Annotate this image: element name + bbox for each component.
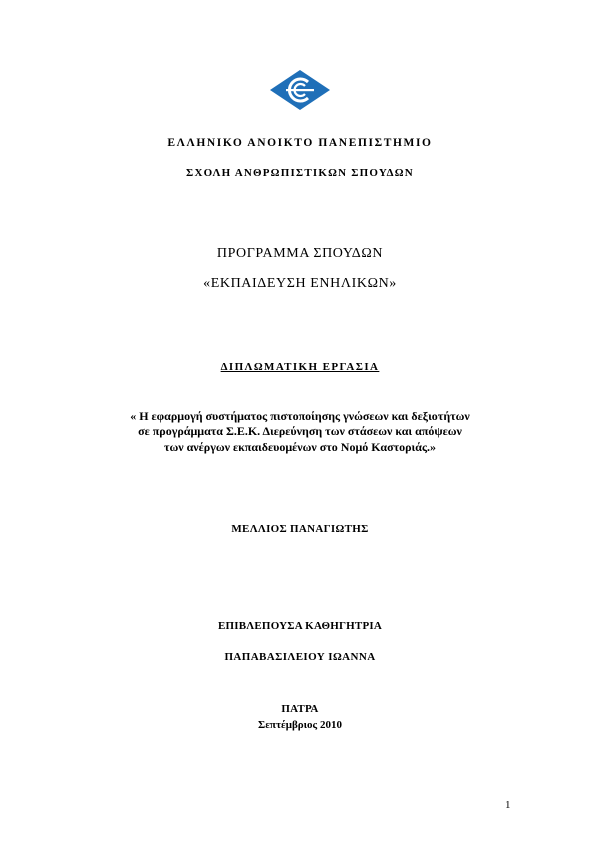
university-logo-icon bbox=[268, 68, 332, 112]
program-label: ΠΡΟΓΡΑΜΜΑ ΣΠΟΥΔΩΝ bbox=[216, 246, 384, 261]
program-name: «ΕΚΠΑΙΔΕΥΣΗ ΕΝΗΛΙΚΩΝ» bbox=[203, 276, 397, 291]
thesis-title-line-1: « Η εφαρμογή συστήματος πιστοποίησης γνώσεων και δεξιοτήτων bbox=[130, 409, 470, 423]
city: ΠΑΤΡΑ bbox=[281, 703, 319, 715]
school-name: ΣΧΟΛΗ ΑΝΘΡΩΠΙΣΤΙΚΩΝ ΣΠΟΥΔΩΝ bbox=[186, 167, 414, 179]
thesis-title-line-2: σε προγράμματα Σ.Ε.Κ. Διερεύνηση των στάσεων και απόψεων bbox=[138, 424, 462, 438]
page-number: 1 bbox=[505, 799, 511, 811]
supervisor-name: ΠΑΠΑΒΑΣΙΛΕΙΟΥ ΙΩΑΝΝΑ bbox=[224, 651, 376, 663]
thesis-title-line-3: των ανέργων εκπαιδευομένων στο Νομό Καστοριάς.» bbox=[163, 440, 437, 454]
author-name: ΜΕΛΛΙΟΣ ΠΑΝΑΓΙΩΤΗΣ bbox=[231, 523, 369, 535]
date: Σεπτέμβριος 2010 bbox=[258, 719, 342, 731]
university-name: ΕΛΛΗΝΙΚΟ ΑΝΟΙΚΤΟ ΠΑΝΕΠΙΣΤΗΜΙΟ bbox=[167, 137, 433, 149]
thesis-type: ΔΙΠΛΩΜΑΤΙΚΗ ΕΡΓΑΣΙΑ bbox=[220, 361, 380, 373]
supervisor-label: ΕΠΙΒΛΕΠΟΥΣΑ ΚΑΘΗΓΗΤΡΙΑ bbox=[218, 620, 382, 632]
